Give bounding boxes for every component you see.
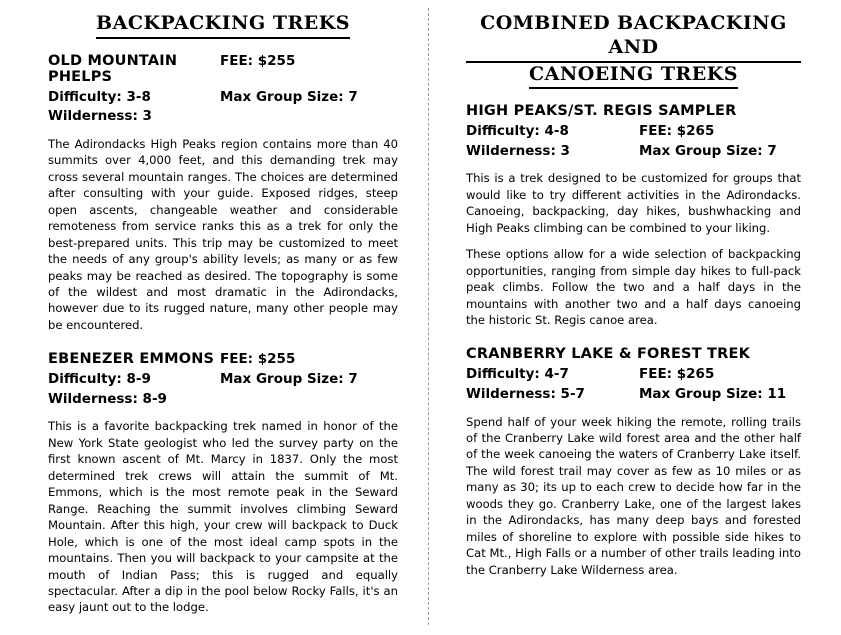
trek-difficulty: Difficulty: 4-8 [466, 123, 569, 140]
trek-paragraph: Spend half of your week hiking the remote, rolling trails of the Cranberry Lake wild forest area and the other half of the week canoeing the waters of Cranberry Lake itself. The wild forest trail may cover as few as 10 miles or as many as 30; its up to each crew to decide how far in the woods they go. Cranberry Lake, one of the largest lakes in the Adirondacks, has many deep bays and forested miles of shoreline to explore with possible side hikes to Cat Mt., High Falls or a number of other trails leading into the Cranberry Lake Wilderness area. [466, 414, 801, 577]
trek-description [466, 170, 801, 328]
trek-description [48, 136, 398, 333]
trek-meta-row [48, 390, 398, 410]
trek-paragraph: These options allow for a wide selection of backpacking opportunities, ranging from simple day hikes to full-pack peak climbs. Follow the two and a half days in the mountains with another two and a half days canoeing the historic St. Regis canoe area. [466, 247, 801, 327]
left-section-heading [48, 12, 398, 39]
trek-meta-row [48, 107, 398, 127]
trek-fee: FEE: $255 [220, 351, 296, 368]
trek-group-size: Max Group Size: 7 [639, 142, 777, 159]
trek-fee: FEE: $265 [639, 366, 715, 383]
trek-name-row [48, 351, 398, 370]
trek-meta-row [466, 142, 801, 162]
right-column [428, 12, 841, 635]
right-section-heading-line2: CANOEING TREKS [529, 63, 738, 90]
trek-difficulty: Difficulty: 8-9 [48, 371, 151, 388]
trek-group-size: Max Group Size: 11 [639, 386, 787, 403]
trek-entry [466, 346, 801, 578]
trek-name: OLD MOUNTAIN PHELPS [48, 52, 178, 85]
trek-description [48, 418, 398, 615]
trek-paragraph: The Adirondacks High Peaks region contains more than 40 summits over 4,000 feet, and this demanding trek may cross several mountain ranges. The choices are determined after consulting with your guide. Exposed ridges, steep open ascents, changeable weather and considerable remoteness from service ranks this as a trek for only the best-prepared units. This trip may be customized to meet the needs of any group's ability levels; as many or as few peaks may be reached as desired. The topography is some of the wildest and most dramatic in the Adirondacks, however due to its rugged nature, many other people may be encountered. [48, 136, 398, 332]
trek-description [466, 414, 801, 579]
trek-wilderness: Wilderness: 8-9 [48, 390, 167, 407]
right-section-heading [466, 12, 801, 89]
trek-meta-row [466, 365, 801, 385]
trek-name-row [48, 53, 398, 88]
trek-wilderness: Wilderness: 3 [466, 142, 570, 159]
trek-name: EBENEZER EMMONS [48, 351, 215, 368]
trek-paragraph: This is a favorite backpacking trek named in honor of the New York State geologist who led the survey party on the first known ascent of Mt. Marcy in 1837. Only the most determined trek crews will attain the summit of Mt. Emmons, which is the most remote peak in the Seward Range. Reaching the summit involves climbing Seward Mountain. After this high, your crew will backpack to Duck Hole, which is one of the most ideal camp spots in the mountains. Then you will backpack to your campsite at the mouth of Indian Pass; this is rugged and equally spectacular. After a dip in the pool below Rocky Falls, it's an easy jaunt out to the lodge. [48, 419, 398, 615]
trek-meta-row [48, 370, 398, 390]
trek-entry [466, 103, 801, 328]
trek-meta-row [466, 385, 801, 405]
trek-meta-row [466, 122, 801, 142]
left-column [0, 12, 428, 635]
trek-paragraph: This is a trek designed to be customized for groups that would like to try different activities in the Adirondacks. Canoeing, backpacking, day hikes, bushwhacking and High Peaks climbing can be combined to your liking. [466, 171, 801, 235]
trek-entry [48, 351, 398, 616]
trek-group-size: Max Group Size: 7 [220, 88, 358, 105]
trek-name: CRANBERRY LAKE & FOREST TREK [466, 346, 751, 363]
trek-entry [48, 53, 398, 334]
left-section-heading-text: BACKPACKING TREKS [96, 12, 350, 39]
column-divider [428, 8, 429, 625]
trek-difficulty: Difficulty: 3-8 [48, 88, 151, 105]
trek-wilderness: Wilderness: 3 [48, 108, 152, 125]
trek-name: HIGH PEAKS/ST. REGIS SAMPLER [466, 103, 737, 120]
trek-wilderness: Wilderness: 5-7 [466, 386, 585, 403]
trek-group-size: Max Group Size: 7 [220, 371, 358, 388]
trek-fee: FEE: $265 [639, 123, 715, 140]
trek-meta-row [48, 88, 398, 108]
right-section-heading-line1: COMBINED BACKPACKING AND [466, 12, 801, 63]
trek-difficulty: Difficulty: 4-7 [466, 366, 569, 383]
trek-fee: FEE: $255 [220, 52, 296, 69]
